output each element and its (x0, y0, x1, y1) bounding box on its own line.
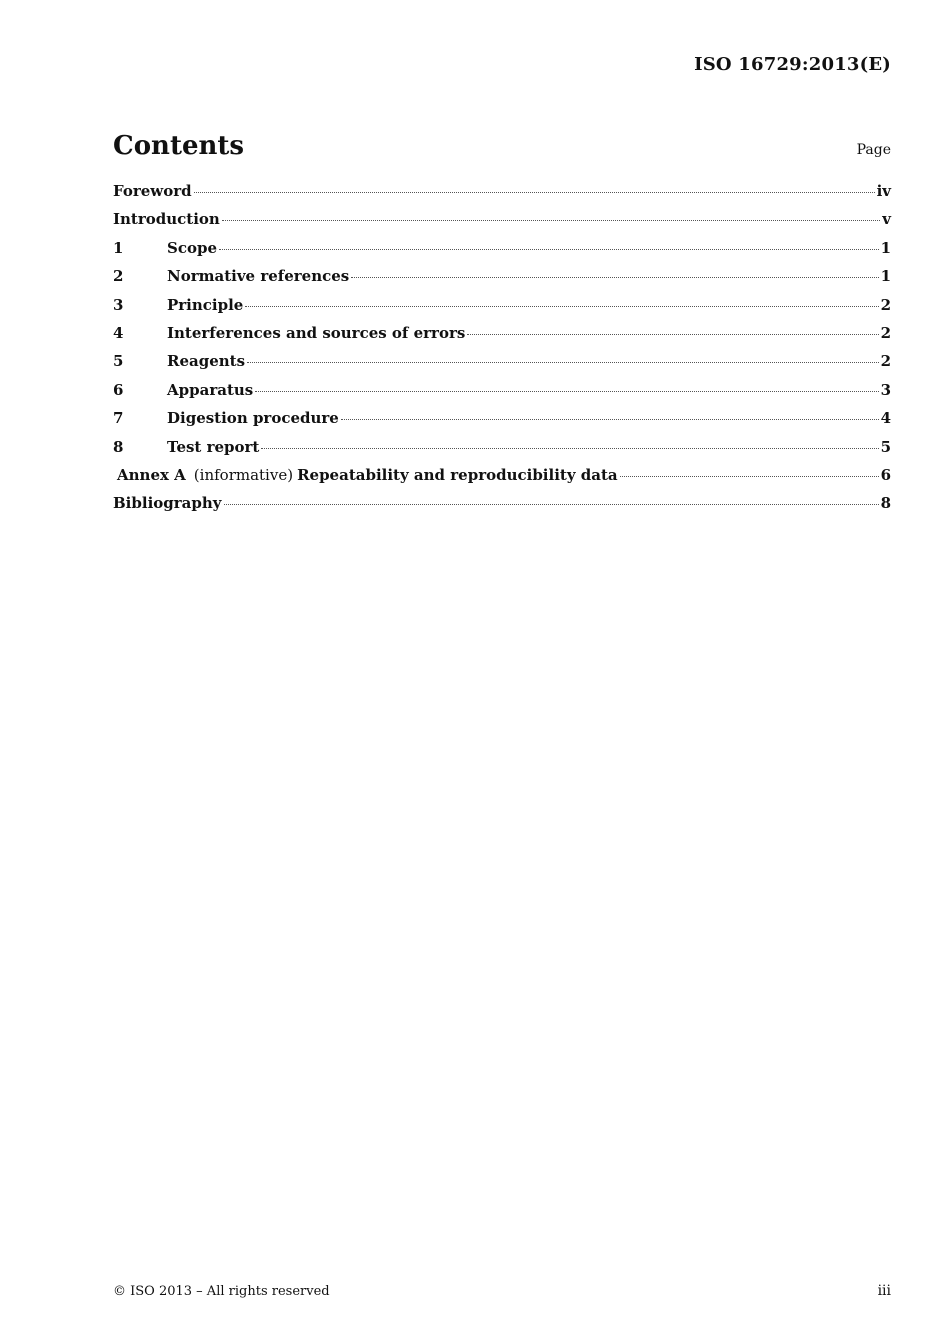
toc-entry-test-report[interactable] (113, 438, 891, 466)
toc-leader-dots (219, 249, 879, 250)
toc-entry-bibliography[interactable] (113, 494, 891, 522)
toc-entry-title: Bibliography (113, 494, 222, 513)
toc-entry-page: 8 (880, 494, 891, 513)
toc-entry-page: 5 (880, 437, 891, 456)
toc-entry-page: 1 (880, 267, 891, 286)
toc-entry-apparatus[interactable] (113, 381, 891, 409)
toc-entry-page: 6 (880, 465, 891, 484)
toc-annex-label: Annex A (117, 465, 186, 484)
toc-entry-title: Foreword (113, 182, 192, 200)
toc-entry-number: 5 (113, 352, 124, 371)
toc-entry-page: 2 (880, 323, 891, 342)
toc-entry-principle[interactable] (113, 296, 891, 324)
toc-entry-title: Repeatability and reproducibility data (297, 465, 618, 484)
toc-entry-annex-a[interactable] (113, 466, 891, 494)
toc-entry-number: 3 (113, 295, 124, 314)
toc-entry-title: Interferences and sources of errors (167, 323, 466, 342)
toc-annex-note: (informative) (193, 465, 294, 484)
toc-leader-dots (351, 277, 878, 278)
toc-entry-number: 4 (113, 323, 124, 342)
toc-entry-normative-references[interactable] (113, 267, 891, 295)
toc-entry-reagents[interactable] (113, 352, 891, 380)
toc-entry-number: 1 (113, 238, 124, 257)
toc-entry-page: 2 (880, 352, 891, 371)
toc-entry-page: 1 (880, 238, 891, 257)
toc-entry-title: Digestion procedure (167, 409, 339, 428)
toc-leader-dots (620, 476, 879, 477)
toc-entry-page: 2 (880, 295, 891, 314)
toc-entry-foreword[interactable] (113, 182, 891, 210)
toc-entry-page: iv (876, 182, 891, 200)
toc-entry-page: 4 (880, 409, 891, 428)
toc-entry-title: Test report (167, 437, 260, 456)
document-id: ISO 16729:2013(E) (694, 54, 891, 75)
toc-entry-digestion-procedure[interactable] (113, 409, 891, 437)
footer-page-number: iii (877, 1283, 891, 1299)
toc-entry-number: 2 (113, 267, 124, 286)
toc-leader-dots (245, 306, 878, 307)
toc-entry-title: Reagents (167, 352, 246, 371)
toc-leader-dots (341, 419, 879, 420)
toc-leader-dots (255, 391, 878, 392)
toc-leader-dots (261, 448, 878, 449)
toc-entry-number: 6 (113, 380, 124, 399)
toc-leader-dots (467, 334, 878, 335)
toc-entry-interferences[interactable] (113, 324, 891, 352)
toc-leader-dots (194, 192, 875, 193)
toc-entry-introduction[interactable] (113, 210, 891, 238)
toc-entry-title: Normative references (167, 267, 350, 286)
toc-entry-page: v (882, 210, 891, 229)
footer-copyright: © ISO 2013 – All rights reserved (113, 1284, 330, 1299)
toc-leader-dots (224, 504, 879, 505)
table-of-contents (113, 182, 891, 523)
toc-entry-title: Introduction (113, 210, 220, 229)
toc-entry-title: Apparatus (167, 380, 254, 399)
toc-entry-number: 7 (113, 409, 124, 428)
toc-entry-scope[interactable] (113, 239, 891, 267)
toc-entry-title: Scope (167, 238, 218, 257)
toc-leader-dots (222, 220, 880, 221)
toc-entry-page: 3 (880, 380, 891, 399)
toc-entry-title: Principle (167, 295, 244, 314)
contents-title: Contents (113, 131, 245, 161)
toc-leader-dots (247, 362, 879, 363)
toc-entry-number: 8 (113, 437, 124, 456)
page-column-label: Page (856, 142, 891, 158)
